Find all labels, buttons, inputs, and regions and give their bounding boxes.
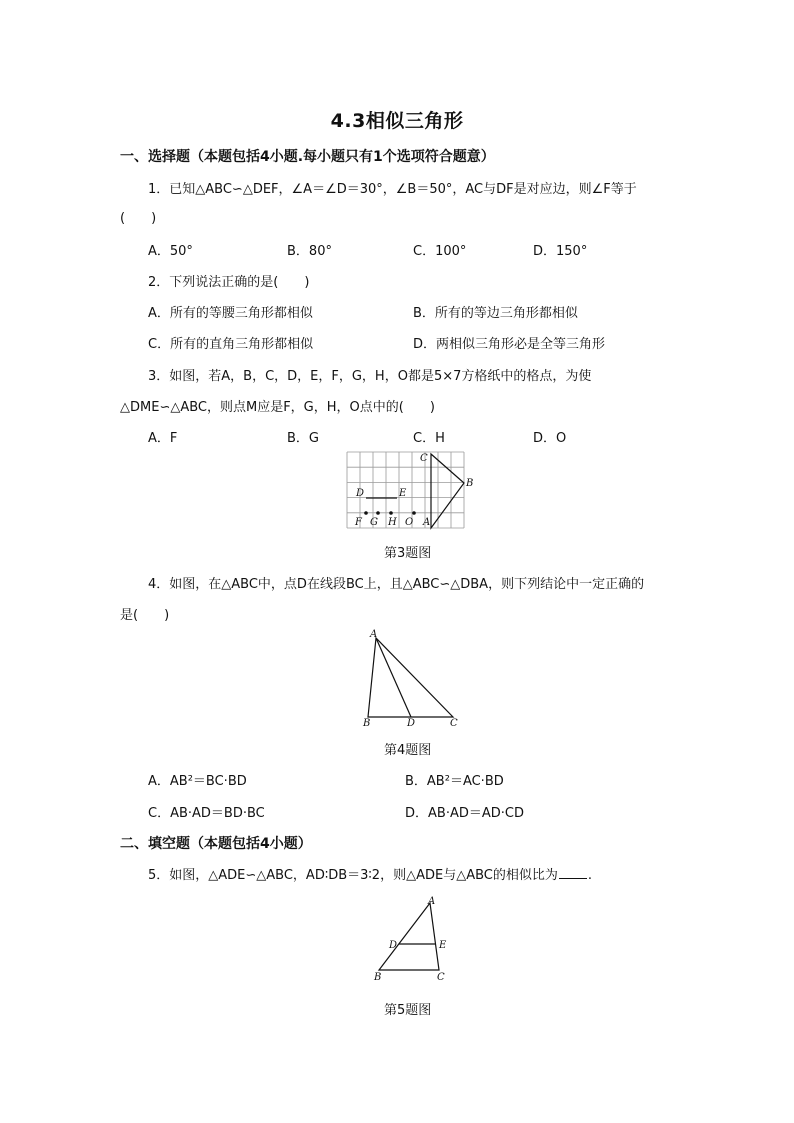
label-o: O xyxy=(405,517,414,528)
label-c: C xyxy=(450,718,458,729)
question-4-option-d: D．AB·AD＝AD·CD xyxy=(405,806,524,821)
label-e: E xyxy=(439,940,447,951)
label-a: A xyxy=(423,517,431,528)
question-3-option-d: D．O xyxy=(533,431,567,446)
label-d: D xyxy=(407,718,416,729)
question-4-line-1: 4．如图，在△ABC中，点D在线段BC上，且△ABC∽△DBA，则下列结论中一定正确的 xyxy=(148,577,645,592)
label-a: A xyxy=(428,896,436,907)
segment-ad xyxy=(376,638,411,717)
question-3-line-2: △DME∽△ABC，则点M应是F，G，H，O点中的( ) xyxy=(120,400,435,415)
question-4-line-2: 是( ) xyxy=(120,608,170,623)
label-b: B xyxy=(374,972,382,983)
label-d: D xyxy=(356,488,365,499)
label-c: C xyxy=(420,453,428,464)
question-5-line xyxy=(148,864,592,883)
label-c: C xyxy=(437,972,445,983)
point-f xyxy=(364,511,368,515)
question-3-option-b: B．G xyxy=(287,431,319,446)
figure-5-triangle-diagram xyxy=(371,893,455,989)
figure-3-grid-diagram xyxy=(347,452,474,532)
question-5-answer-blank[interactable] xyxy=(559,866,587,879)
question-1-option-a: A．50° xyxy=(148,244,193,259)
question-4-option-c: C．AB·AD＝BD·BC xyxy=(148,806,265,821)
question-2-option-c: C．所有的直角三角形都相似 xyxy=(148,337,314,352)
label-a: A xyxy=(370,629,378,640)
question-5-end: . xyxy=(587,868,592,883)
section-heading-fill-blank: 二、填空题（本题包括4小题） xyxy=(120,836,312,852)
label-e: E xyxy=(399,488,407,499)
label-b: B xyxy=(466,478,474,489)
label-h: H xyxy=(388,517,397,528)
point-g xyxy=(376,511,380,515)
triangle-abc xyxy=(431,454,464,528)
figure-4-caption: 第4题图 xyxy=(384,743,432,758)
point-h xyxy=(389,511,393,515)
question-1-option-d: D．150° xyxy=(533,244,588,259)
question-3-option-c: C．H xyxy=(413,431,445,446)
section-heading-choice: 一、选择题（本题包括4小题.每小题只有1个选项符合题意） xyxy=(120,149,495,165)
figure-5-caption: 第5题图 xyxy=(384,1003,432,1018)
triangle-abc xyxy=(379,903,439,970)
question-1-line-1: 1．已知△ABC∽△DEF，∠A＝∠D＝30°，∠B＝50°，AC与DF是对应边，则∠F等于 xyxy=(148,182,637,197)
label-d: D xyxy=(389,940,398,951)
question-4-option-a: A．AB²＝BC·BD xyxy=(148,774,247,789)
label-f: F xyxy=(355,517,362,528)
label-b: B xyxy=(363,718,371,729)
label-g: G xyxy=(370,517,378,528)
point-o xyxy=(412,511,416,515)
question-3-line-1: 3．如图，若A，B，C，D，E，F，G，H，O都是5×7方格纸中的格点，为使 xyxy=(148,369,592,384)
question-2-stem: 2．下列说法正确的是( ) xyxy=(148,275,310,290)
figure-4-triangle-diagram xyxy=(362,627,462,731)
question-1-line-2: ( ) xyxy=(120,211,157,226)
question-3-option-a: A．F xyxy=(148,431,178,446)
question-4-option-b: B．AB²＝AC·BD xyxy=(405,774,504,789)
question-1-option-c: C．100° xyxy=(413,244,467,259)
question-2-option-b: B．所有的等边三角形都相似 xyxy=(413,306,578,321)
question-2-option-d: D．两相似三角形必是全等三角形 xyxy=(413,337,606,352)
question-5-text: 5．如图，△ADE∽△ABC，AD∶DB＝3∶2，则△ADE与△ABC的相似比为 xyxy=(148,868,558,883)
question-2-option-a: A．所有的等腰三角形都相似 xyxy=(148,306,313,321)
figure-3-caption: 第3题图 xyxy=(384,546,432,561)
page-title: 4.3相似三角形 xyxy=(330,110,464,132)
question-1-option-b: B．80° xyxy=(287,244,332,259)
